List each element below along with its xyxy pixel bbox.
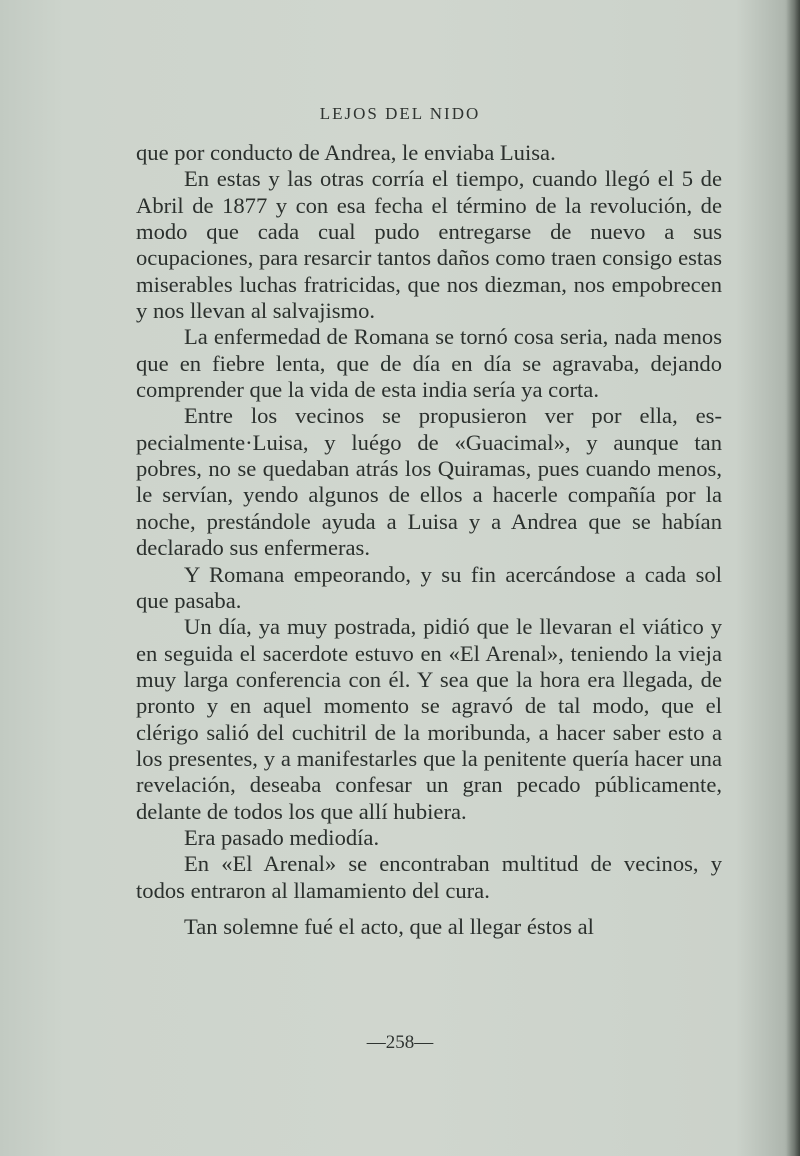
page-edge-shadow bbox=[786, 0, 800, 1156]
body-text bbox=[136, 140, 722, 940]
paragraph: Era pasado mediodía. bbox=[184, 824, 380, 850]
paragraph: Entre los vecinos se propusieron ver por ella, especialmente·Luisa, y luégo de «Guacimal», y aunque tan pobres, no se quedaban atrás los Quiramas, pues cuando menos, le servían, yendo algunos de ellos a hacerle compañía por la noche, prestándole ayuda a Luisa y a Andrea que se habían declarado sus enfermeras. bbox=[136, 403, 722, 561]
paragraph: En estas y las otras corría el tiempo, cuando llegó el 5 de Abril de 1877 y con esa fecha el término de la revolución, de modo que cada cual pudo entregarse de nuevo a sus ocupaciones, para resarcir tantos daños como traen consigo estas miserables luchas fratricidas, que nos diezman, nos empobrecen y nos llevan al salvajismo. bbox=[136, 166, 722, 324]
page-number: —258— bbox=[366, 1032, 434, 1053]
running-head: LEJOS DEL NIDO bbox=[319, 104, 481, 123]
paragraph: Tan solemne fué el acto, que al llegar éstos al bbox=[184, 913, 594, 939]
paragraph: Un día, ya muy postrada, pidió que le llevaran el viático y en seguida el sacerdote estuvo en «El Arenal», teniendo la vieja muy larga conferencia con él. Y sea que la hora era llegada, de pronto y en aquel momento se agravó de tal modo, que el clérigo salió del cuchitril de la moribunda, a hacer saber esto a los presentes, y a manifestarles que la penitente quería hacer una revelación, deseaba confesar un gran pecado públicamente, delante de todos los que allí hubiera. bbox=[136, 614, 722, 824]
paragraph: La enfermedad de Romana se tornó cosa seria, nada menos que en fiebre lenta, que de día en día se agravaba, dejando comprender que la vida de esta india sería ya corta. bbox=[136, 324, 722, 403]
paragraph: En «El Arenal» se encontraban multitud de vecinos, y todos entraron al llamamiento del cura. bbox=[136, 851, 722, 903]
paragraph: Y Romana empeorando, y su fin acercándose a cada sol que pasaba. bbox=[136, 561, 722, 613]
paragraph: que por conducto de Andrea, le enviaba Luisa. bbox=[136, 140, 556, 165]
